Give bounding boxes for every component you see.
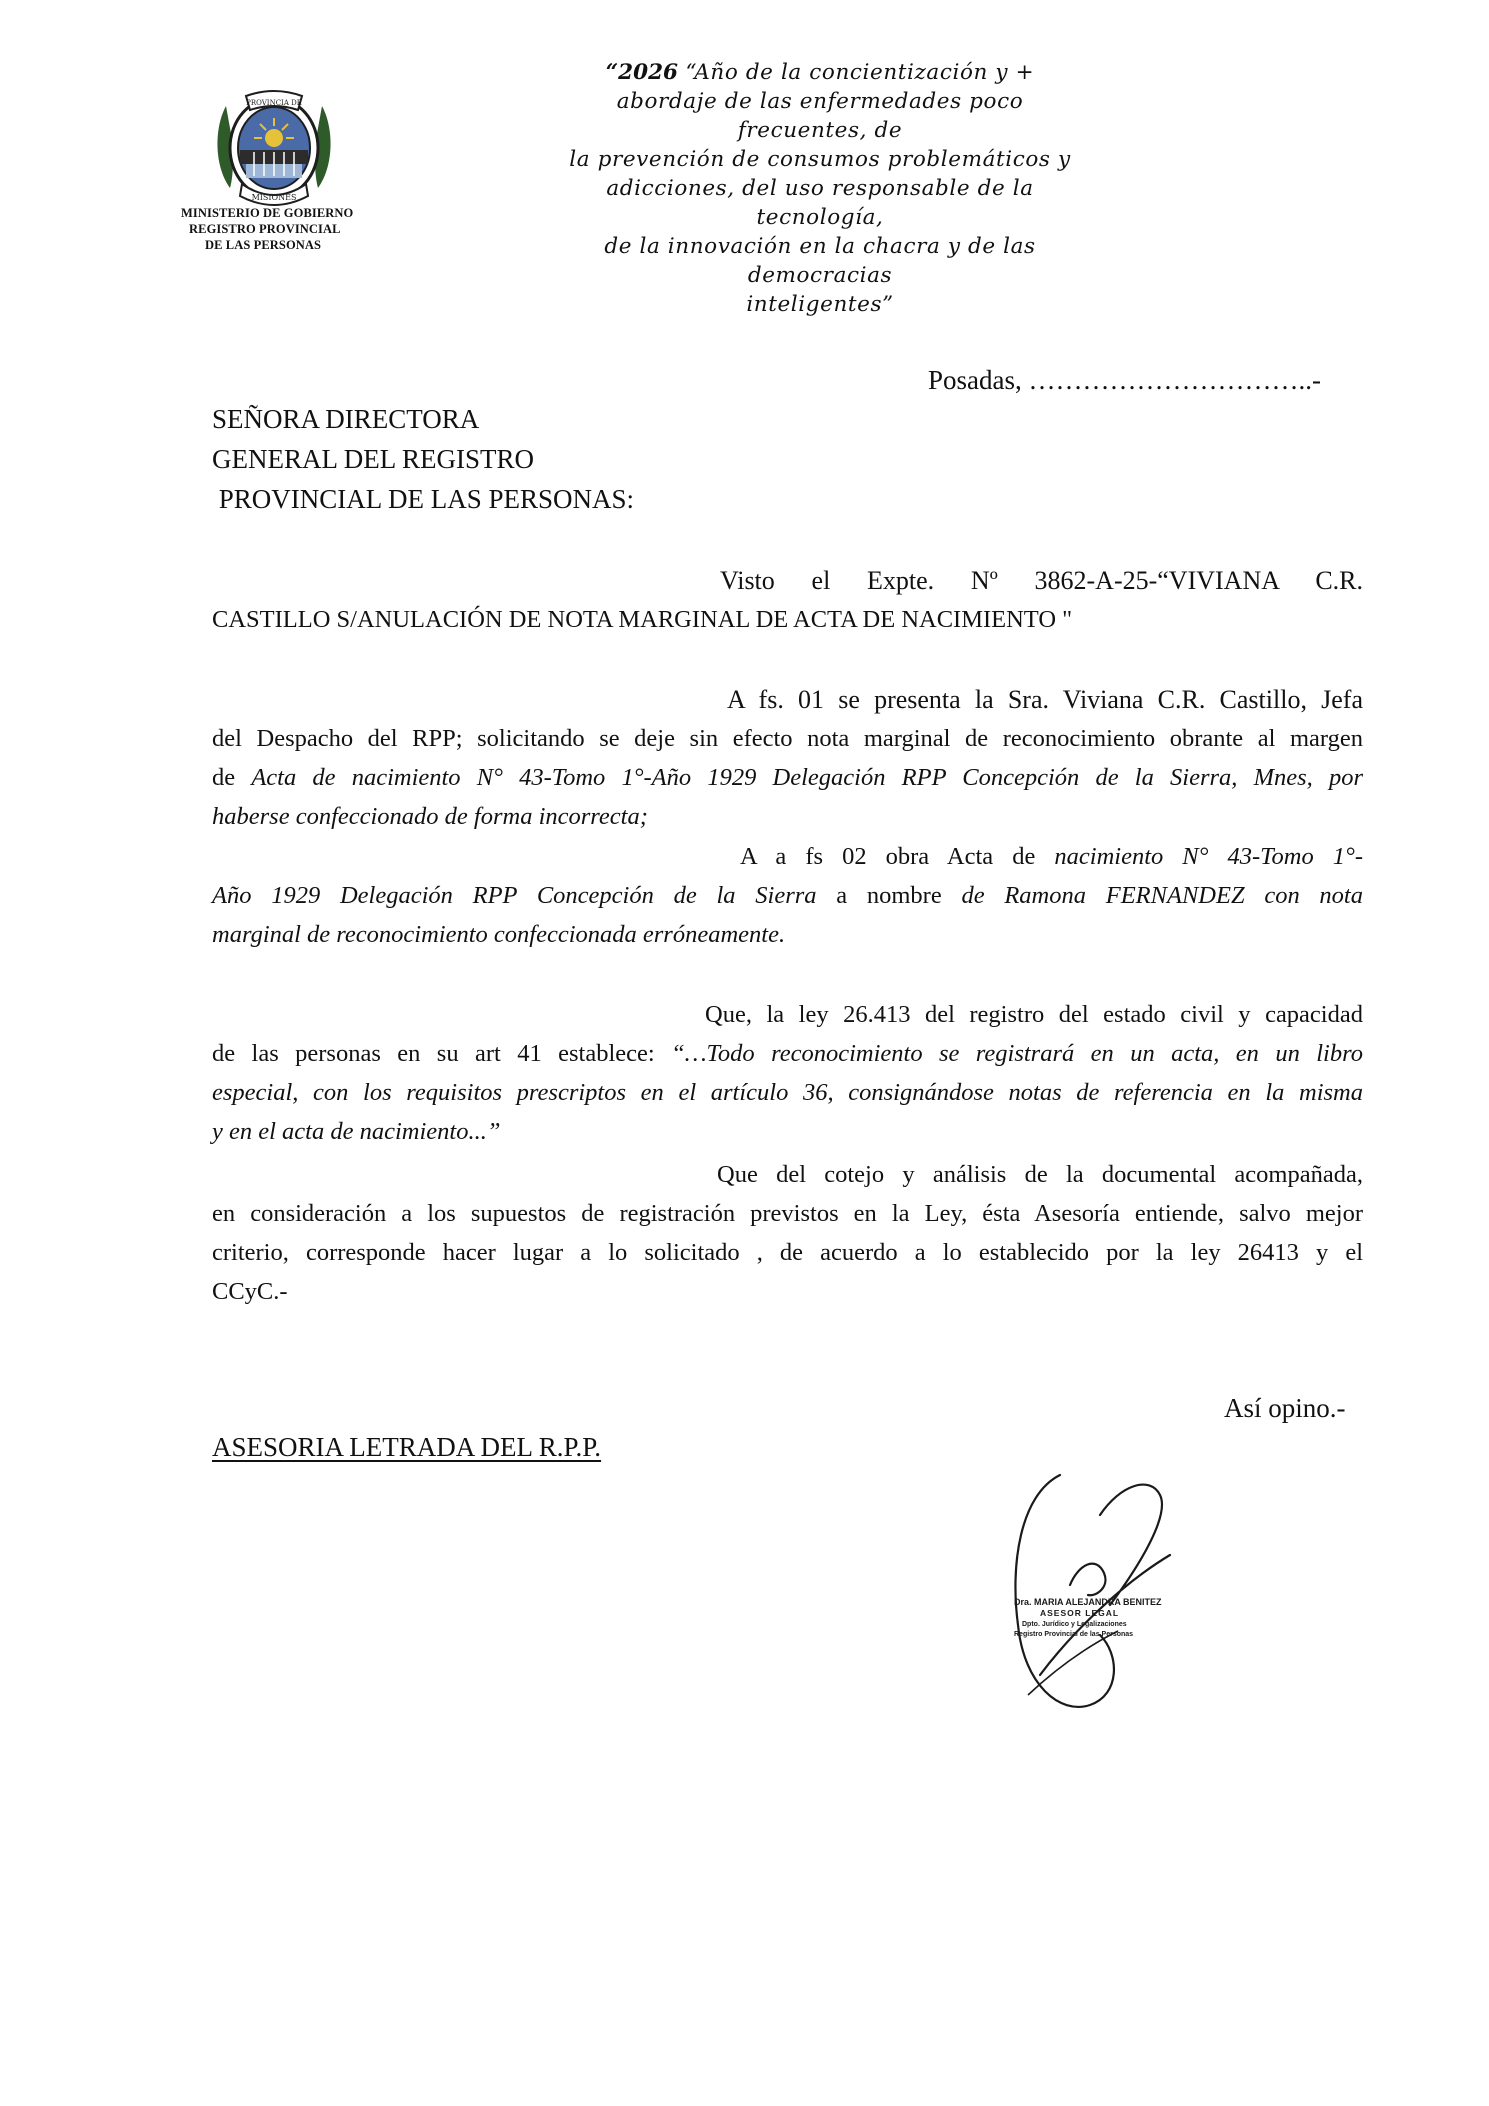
addressee-line-3: PROVINCIAL DE LAS PERSONAS: — [212, 484, 635, 514]
p2-line-2 — [212, 876, 1363, 915]
motto-line-5: de la innovación en la chacra y de las democracias — [604, 234, 1036, 288]
p2-line-2-italic-b: de Ramona FERNANDEZ con nota — [961, 882, 1363, 909]
p3-line-4 — [212, 1112, 500, 1151]
p1-line-1: A fs. 01 se presenta la Sra. Viviana C.R. Castillo, Jefa — [727, 685, 1363, 714]
provincial-seal-logo — [212, 88, 336, 208]
p1-line-3 — [212, 758, 1363, 797]
office-name: ASESORIA LETRADA DEL R.P.P. — [212, 1432, 602, 1462]
p1-line-4 — [212, 797, 648, 836]
visto-line-1: Visto el Expte. Nº 3862-A-25-“VIVIANA C.R. — [720, 566, 1363, 595]
p4-line-3: criterio, corresponde hacer lugar a lo solicitado , de acuerdo a lo establecido por la ley 26413 y el — [212, 1239, 1363, 1266]
p3-line-2-prefix: de las personas en su art 41 establece: — [212, 1040, 672, 1067]
p2-line-2-italic-a: Año 1929 Delegación RPP Concepción de la Sierra — [212, 882, 817, 909]
p4-line-4: CCyC.- — [212, 1278, 288, 1305]
motto-year: “2026 — [605, 60, 679, 85]
motto-line-1 — [560, 58, 1080, 87]
svg-text:PROVINCIA DE: PROVINCIA DE — [246, 99, 302, 107]
p3-line-2 — [212, 1034, 1363, 1073]
p2-line-1 — [740, 837, 1363, 876]
p3-line-2-italic: “…Todo reconocimiento se registrará en un acta, en un libro — [671, 1040, 1363, 1067]
ministry-line-2: REGISTRO PROVINCIAL — [189, 222, 341, 236]
p1-line-2: del Despacho del RPP; solicitando se deje sin efecto nota marginal de reconocimiento obrante al margen — [212, 725, 1363, 752]
p3-line-3 — [212, 1073, 1363, 1112]
motto-line-6: inteligentes” — [746, 292, 894, 317]
p2-line-1-italic: nacimiento N° 43-Tomo 1°- — [1054, 843, 1364, 870]
place-and-date: Posadas, …………………………..- — [928, 365, 1321, 395]
p4-line-2: en consideración a los supuestos de registración previstos en la Ley, ésta Asesoría entiende, salvo mejor — [212, 1200, 1363, 1227]
svg-text:ASESOR LEGAL: ASESOR LEGAL — [1040, 1608, 1120, 1618]
svg-text:Dpto. Jurídico y Legalizacione: Dpto. Jurídico y Legalizaciones — [1022, 1621, 1127, 1628]
visto-line-2: CASTILLO S/ANULACIÓN DE NOTA MARGINAL DE ACTA DE NACIMIENTO " — [212, 606, 1073, 633]
p4-line-1: Que del cotejo y análisis de la documental acompañada, — [717, 1161, 1363, 1188]
p3-line-1: Que, la ley 26.413 del registro del estado civil y capacidad — [705, 1001, 1363, 1028]
ministry-line-3: DE LAS PERSONAS — [205, 238, 322, 252]
motto-line-2: abordaje de las enfermedades poco frecuentes, de — [616, 89, 1024, 143]
annual-motto — [560, 58, 1080, 319]
handwritten-signature-with-stamp — [1000, 1455, 1190, 1735]
p3-line-4-italic: y en el acta de nacimiento...” — [212, 1118, 501, 1145]
p1-line-4-italic: haberse confeccionado de forma incorrecta; — [212, 803, 648, 830]
p2-line-3 — [212, 915, 785, 954]
p1-line-3-prefix: de — [212, 764, 252, 791]
svg-text:Registro Provincial de las Per: Registro Provincial de las Personas — [1014, 1631, 1134, 1638]
p2-line-1-prefix: A a fs 02 obra Acta de — [740, 843, 1055, 870]
closing-opinion: Así opino.- — [1224, 1393, 1346, 1423]
svg-text:MISIONES: MISIONES — [251, 193, 297, 202]
ministry-line-1: MINISTERIO DE GOBIERNO — [181, 206, 354, 220]
p2-line-2-plain: a nombre — [816, 882, 962, 909]
motto-line-1-text: “Año de la concientización y + — [678, 60, 1035, 85]
p2-line-3-italic: marginal de reconocimiento confeccionada erróneamente. — [212, 921, 786, 948]
motto-line-4: adicciones, del uso responsable de la tecnología, — [606, 176, 1034, 230]
addressee-line-1: SEÑORA DIRECTORA — [212, 404, 480, 434]
p3-line-3-italic: especial, con los requisitos prescriptos en el artículo 36, consignándose notas de referencia en la misma — [212, 1079, 1363, 1106]
p1-line-3-italic: Acta de nacimiento N° 43-Tomo 1°-Año 1929 Delegación RPP Concepción de la Sierra, Mnes, por — [251, 764, 1363, 791]
svg-text:Dra. MARIA ALEJANDRA BENITEZ: Dra. MARIA ALEJANDRA BENITEZ — [1014, 1597, 1162, 1607]
addressee-line-2: GENERAL DEL REGISTRO — [212, 444, 534, 474]
motto-line-3: la prevención de consumos problemáticos y — [569, 147, 1071, 172]
